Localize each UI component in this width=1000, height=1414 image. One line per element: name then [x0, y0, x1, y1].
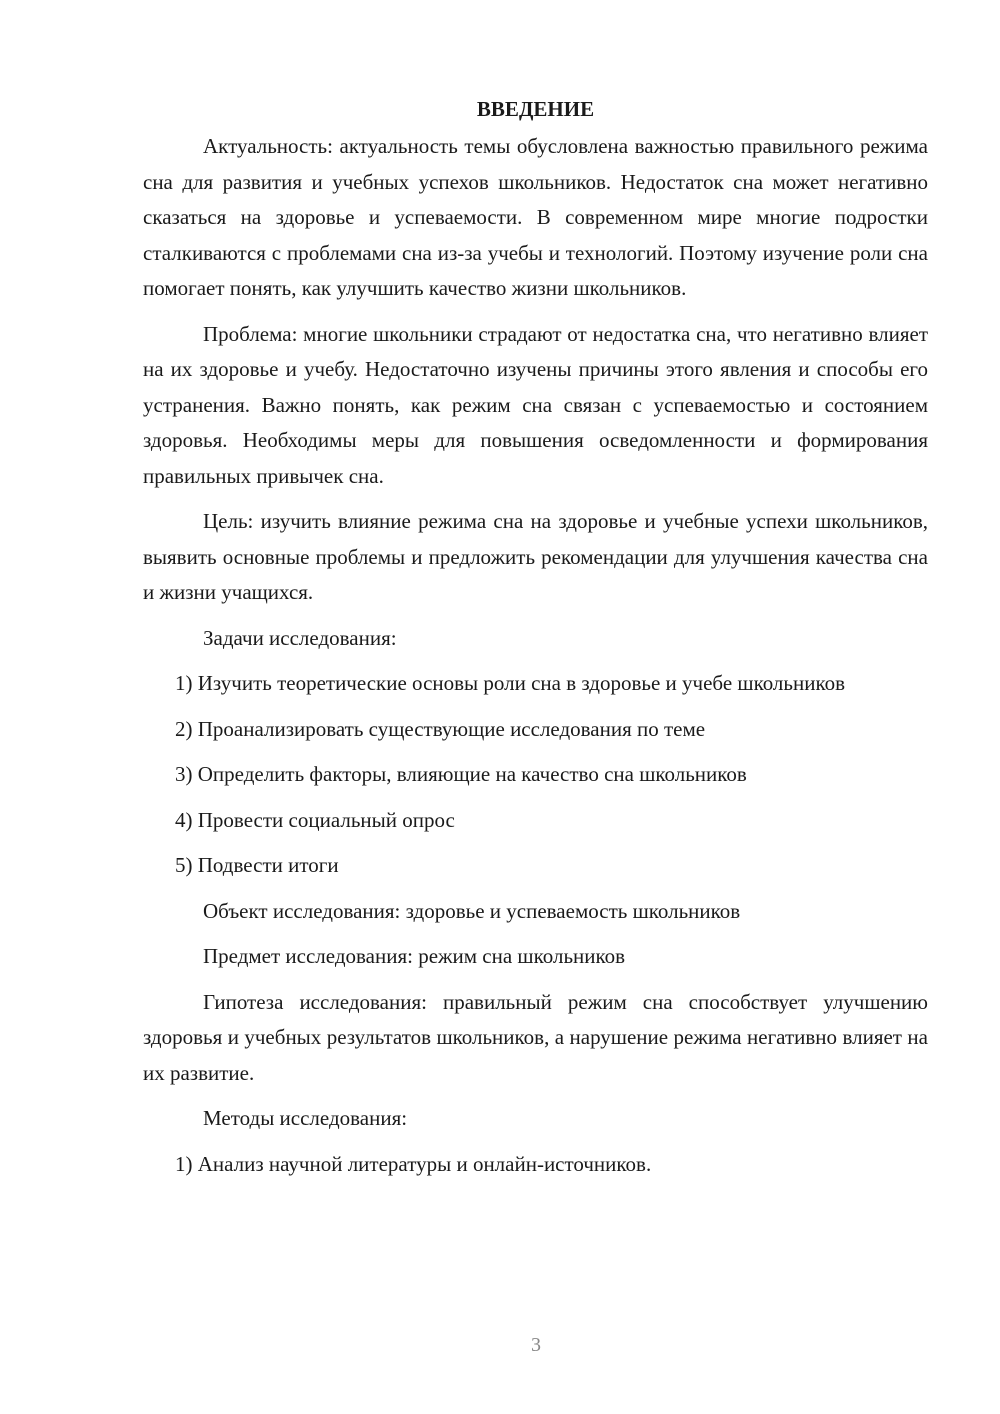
task-item-2: 2) Проанализировать существующие исследования по теме [175, 716, 706, 741]
task-item-5: 5) Подвести итоги [175, 853, 339, 877]
task-item-4: 4) Провести социальный опрос [175, 807, 455, 832]
research-subject: Предмет исследования: режим сна школьников [203, 944, 626, 968]
paragraph-problem: Проблема: многие школьники страдают от недостатка сна, что негативно влияет на их здоровье и учебу. Недостаточно изучены причины этого явления и способы его устранения. Важно понять, как режим сна связан с успеваемостью и состоянием здоровья. Необходимы меры для повышения осведомленности и формирования правильных привычек сна. [143, 321, 928, 488]
tasks-heading: Задачи исследования: [203, 625, 397, 650]
research-hypothesis: Гипотеза исследования: правильный режим сна способствует улучшению здоровья и учебных результатов школьников, а нарушение режима негативно влияет на их развитие. [143, 989, 928, 1085]
page-content [143, 92, 928, 1192]
paragraph-relevance: Актуальность: актуальность темы обусловлена важностью правильного режима сна для развития и учебных успехов школьников. Недостаток сна может негативно сказаться на здоровье и успеваемости. В современном мире многие подростки сталкиваются с проблемами сна из-за учебы и технологий. Поэтому изучение роли сна помогает понять, как улучшить качество жизни школьников. [143, 134, 928, 300]
section-title: ВВЕДЕНИЕ [476, 97, 595, 121]
method-item-1: 1) Анализ научной литературы и онлайн-источников. [175, 1151, 652, 1176]
task-item-1: 1) Изучить теоретические основы роли сна в здоровье и учебе школьников [175, 671, 846, 695]
paragraph-goal: Цель: изучить влияние режима сна на здоровье и учебные успехи школьников, выявить основные проблемы и предложить рекомендации для улучшения качества сна и жизни учащихся. [143, 509, 928, 604]
page-number: 3 [531, 1334, 541, 1356]
research-object: Объект исследования: здоровье и успеваемость школьников [203, 898, 741, 923]
task-item-3: 3) Определить факторы, влияющие на качество сна школьников [175, 762, 747, 786]
methods-heading: Методы исследования: [203, 1106, 408, 1130]
